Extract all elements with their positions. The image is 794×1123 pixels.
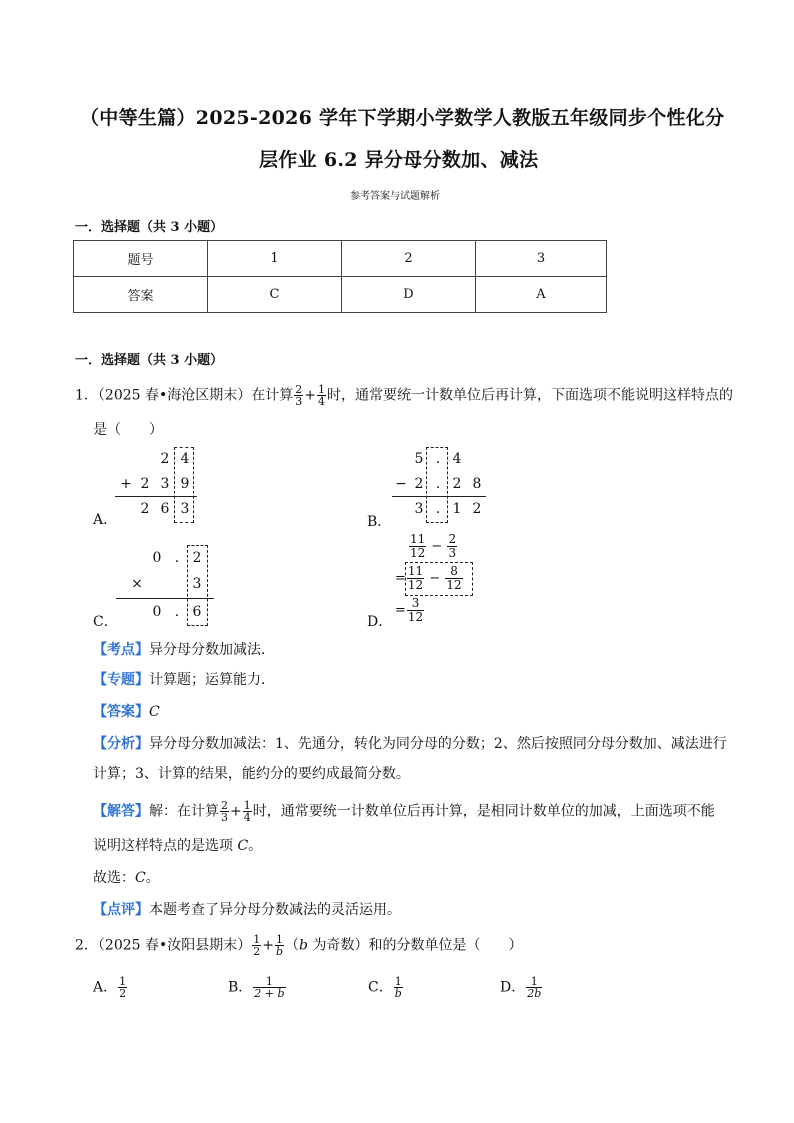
digit: 8 [472, 476, 482, 492]
answer-table [73, 240, 607, 313]
q2-stem: 2．（2025 春•汝阳县期末） $\frac{1}{2}$ + $\frac{1}{b}$ （b 为奇数）和的分数单位是（ ） [75, 933, 523, 958]
digit: 3 [414, 501, 424, 517]
highlight-box [174, 447, 194, 523]
digit: 3 [180, 501, 190, 517]
jieda-text: 解：在计算 [149, 803, 219, 820]
plus-sign: + [304, 387, 316, 404]
digit: 2 [140, 501, 150, 517]
fraction: $\frac{1}{4}$ [317, 383, 325, 408]
q1-kaodian [93, 640, 275, 660]
fraction: $\frac{1}{2}$ [253, 933, 261, 958]
digit: 2 [452, 476, 462, 492]
digit: . [174, 550, 180, 566]
q2-option-c: C． $\frac{1}{b}$ [368, 975, 402, 1000]
fraction: $\frac{1}{4}$ [243, 799, 251, 824]
q2-option-b: B． $\frac{1}{2 + b}$ [228, 975, 285, 1000]
q1-zhuanti [93, 670, 275, 690]
fraction: $\frac{1}{2b}$ [527, 975, 542, 1000]
fenxi-text: 异分母分数加减法：1、先通分，转化为同分母的分数；2、然后按照同分母分数加、减法进行 [149, 736, 727, 752]
digit: 3 [160, 476, 170, 492]
digit: × [131, 576, 143, 592]
fraction-line-2: = $\frac{11}{12}$ − $\frac{8}{12}$ [395, 564, 462, 592]
fraction: $\frac{1}{b}$ [394, 975, 402, 1000]
table-cell: 3 [476, 241, 607, 277]
q2-option-d: D． $\frac{1}{2b}$ [500, 975, 542, 1000]
digit: 0 [152, 604, 162, 620]
table-row [74, 241, 607, 277]
digit: 2 [414, 476, 424, 492]
digit: . [435, 451, 441, 467]
table-cell: 题号 [74, 241, 208, 277]
q1-choice: 故选：C。 [93, 870, 160, 886]
zhuanti-tag: 【专题】 [93, 672, 149, 688]
fraction: $\frac{1}{2}$ [119, 975, 127, 1000]
digit: 3 [192, 576, 202, 592]
q1-jieda-line1: 【解答】解：在计算 $\frac{2}{3}$ + $\frac{1}{4}$ 时，通常要统一计数单位后再计算，是相同计数单位的加减，上面选项不能 [93, 799, 715, 824]
jieda-text: 时，通常要统一计数单位后再计算，是相同计数单位的加减，上面选项不能 [252, 803, 715, 820]
digit: 4 [452, 451, 462, 467]
dianping-tag: 【点评】 [93, 902, 149, 918]
digit: 6 [192, 604, 202, 620]
digit: . [174, 604, 180, 620]
digit: 1 [452, 501, 462, 517]
dianping-text: 本题考查了异分母分数减法的灵活运用。 [149, 902, 401, 918]
q2-stem-text: 2．（2025 春•汝阳县期末） [75, 937, 252, 954]
fraction: $\frac{2}{3}$ [295, 383, 303, 408]
option-label: D． [367, 614, 393, 630]
digit: 6 [160, 501, 170, 517]
q1-stem-line2: 是（ ） [93, 422, 163, 438]
q1-fenxi-line2: 计算；3、计算的结果，能约分的要约成最简分数。 [93, 766, 410, 782]
q1-dianping [93, 900, 401, 920]
answer-section-heading: 一．选择题（共 3 小题） [75, 220, 224, 235]
q1-stem-text: 1．（2025 春•海沧区期末）在计算 [75, 387, 294, 404]
fraction: $\frac{1}{2 + b}$ [254, 975, 285, 1000]
q1-fenxi-line1 [93, 734, 727, 754]
table-cell: D [342, 277, 476, 313]
q2-option-a: A． $\frac{1}{2}$ [93, 975, 127, 1000]
zhuanti-text: 计算题；运算能力． [149, 672, 275, 688]
q1-stem [75, 384, 733, 407]
table-cell: 答案 [74, 277, 208, 313]
option-label: C． [93, 614, 118, 630]
digit: 2 [160, 451, 170, 467]
page-title-line1: （中等生篇）2025-2026 学年下学期小学数学人教版五年级同步个性化分 [80, 107, 725, 129]
table-cell: A [476, 277, 607, 313]
q1-jieda-line2: 说明这样特点的是选项 C。 [93, 838, 263, 854]
fraction-line-1: $\frac{11}{12}$ − $\frac{2}{3}$ [410, 532, 457, 560]
q1-answer [93, 702, 160, 722]
highlight-box [187, 545, 208, 626]
table-cell: 2 [342, 241, 476, 277]
fraction: $\frac{2}{3}$ [221, 799, 228, 824]
digit: . [435, 476, 441, 492]
highlight-box [426, 447, 448, 523]
kaodian-text: 异分母分数加减法． [149, 642, 275, 658]
q1-stem-text: 时，通常要统一计数单位后再计算，下面选项不能说明这样特点的 [326, 387, 733, 404]
option-label: B． [367, 514, 392, 530]
digit: 4 [180, 451, 190, 467]
fraction-line-3: = $\frac{3}{12}$ [395, 596, 424, 624]
digit: 5 [414, 451, 424, 467]
fraction: $\frac{1}{b}$ [275, 933, 284, 958]
kaodian-tag: 【考点】 [93, 642, 149, 658]
fenxi-tag: 【分析】 [93, 736, 149, 752]
digit: − [395, 476, 407, 492]
highlight-box [405, 562, 473, 596]
table-cell: C [208, 277, 342, 313]
digit: + [120, 476, 132, 492]
table-row [74, 277, 607, 313]
page-title-line2: 层作业 6.2 异分母分数加、减法 [259, 149, 539, 171]
jieda-tag: 【解答】 [93, 803, 149, 820]
answer-tag: 【答案】 [93, 704, 149, 720]
section-heading: 一．选择题（共 3 小题） [75, 353, 224, 368]
digit: 9 [180, 476, 190, 492]
answer-text: C [149, 704, 160, 720]
digit: 0 [152, 550, 162, 566]
page-subtitle: 参考答案与试题解析 [350, 191, 440, 202]
digit: 2 [192, 550, 202, 566]
digit: . [435, 501, 441, 517]
option-label: A． [93, 512, 118, 528]
digit: 2 [140, 476, 150, 492]
table-cell: 1 [208, 241, 342, 277]
digit: 2 [472, 501, 482, 517]
